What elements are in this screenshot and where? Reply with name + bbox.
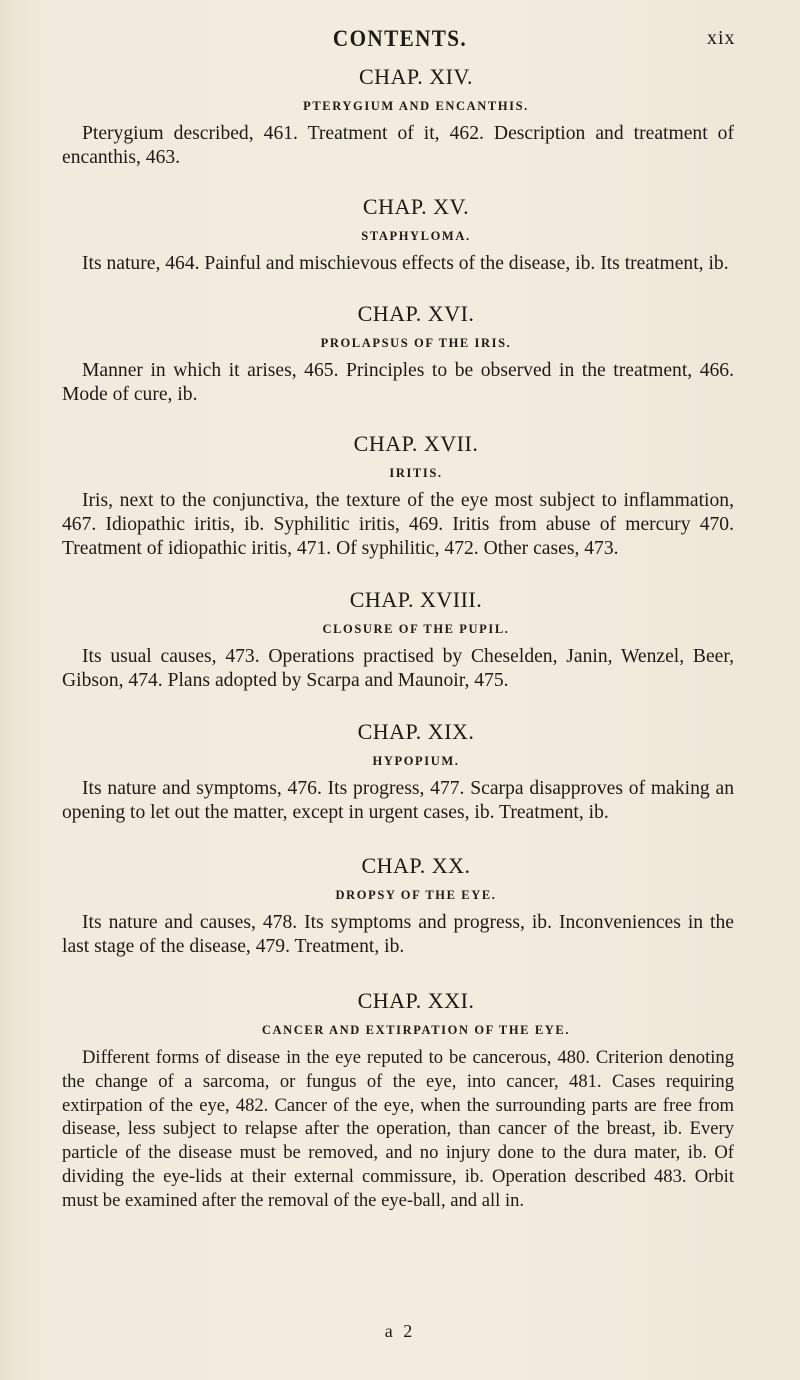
chapter-entry-xvi bbox=[62, 299, 734, 407]
chapter-subject: CLOSURE OF THE PUPIL. bbox=[322, 622, 510, 636]
contents-list bbox=[62, 62, 734, 1213]
chapter-heading: CHAP. XIX. bbox=[357, 719, 475, 744]
chapter-subject: PTERYGIUM AND ENCANTHIS. bbox=[303, 99, 529, 113]
page-number: xix bbox=[707, 27, 736, 49]
chapter-heading: CHAP. XIV. bbox=[358, 64, 473, 89]
chapter-entry-xx bbox=[62, 851, 734, 959]
chapter-summary: Iris, next to the conjunctiva, the texture of the eye most subject to inflammation, 467. Idiopathic iritis, ib. Syphilitic iritis, 469. Iritis from abuse of mercury 470. Treatment of idiopathic iritis, 471. Of syphilitic, 472. Other cases, 473. bbox=[62, 490, 734, 559]
chapter-subject: CANCER AND EXTIRPATION OF THE EYE. bbox=[261, 1023, 571, 1037]
chapter-entry-xxi bbox=[62, 986, 734, 1213]
chapter-entry-xviii bbox=[62, 585, 734, 693]
chapter-subject: IRITIS. bbox=[389, 466, 443, 480]
chapter-heading: CHAP. XVI. bbox=[357, 301, 475, 326]
chapter-summary: Different forms of disease in the eye reputed to be cancerous, 480. Criterion denoting the change of a sarcoma, or fungus of the eye, into cancer, 481. Cases requiring extirpation of the eye, 482. Cancer of the eye, when the surrounding parts are free from disease, less subject to relapse after the operation, than cancer of the breast, ib. Every particle of the disease must be removed, and no injury done to the dura mater, ib. Of dividing the eye-lids at their external commissure, ib. Operation described 483. Orbit must be examined after the removal of the eye-ball, and all in. bbox=[62, 1047, 734, 1211]
page-title: CONTENTS. bbox=[332, 26, 468, 51]
chapter-subject: STAPHYLOMA. bbox=[361, 229, 471, 243]
chapter-heading: CHAP. XX. bbox=[361, 853, 471, 878]
chapter-summary: Its nature and symptoms, 476. Its progress, 477. Scarpa disapproves of making an opening to let out the matter, except in urgent cases, ib. Treatment, ib. bbox=[62, 778, 734, 823]
chapter-summary: Pterygium described, 461. Treatment of it, 462. Description and treatment of encanthis, 463. bbox=[62, 123, 734, 168]
chapter-heading: CHAP. XVII. bbox=[353, 431, 479, 456]
chapter-heading: CHAP. XV. bbox=[362, 194, 470, 219]
chapter-heading: CHAP. XVIII. bbox=[349, 587, 483, 612]
chapter-entry-xix bbox=[62, 717, 734, 825]
chapter-subject: PROLAPSUS OF THE IRIS. bbox=[320, 336, 512, 350]
chapter-summary: Its nature, 464. Painful and mischievous effects of the disease, ib. Its treatment, ib. bbox=[82, 253, 729, 274]
chapter-summary: Manner in which it arises, 465. Principles to be observed in the treatment, 466. Mode of cure, ib. bbox=[62, 360, 734, 405]
chapter-heading: CHAP. XXI. bbox=[357, 988, 475, 1013]
running-head bbox=[0, 26, 800, 56]
chapter-summary: Its nature and causes, 478. Its symptoms and progress, ib. Inconveniences in the last stage of the disease, 479. Treatment, ib. bbox=[62, 912, 734, 957]
chapter-entry-xv bbox=[62, 192, 734, 276]
chapter-summary: Its usual causes, 473. Operations practised by Cheselden, Janin, Wenzel, Beer, Gibson, 474. Plans adopted by Scarpa and Maunoir, 475. bbox=[62, 646, 734, 691]
chapter-subject: DROPSY OF THE EYE. bbox=[335, 888, 497, 902]
chapter-subject: HYPOPIUM. bbox=[372, 754, 460, 768]
chapter-entry-xvii bbox=[62, 429, 734, 561]
signature-mark: a 2 bbox=[384, 1321, 416, 1341]
chapter-entry-xiv bbox=[62, 62, 734, 170]
